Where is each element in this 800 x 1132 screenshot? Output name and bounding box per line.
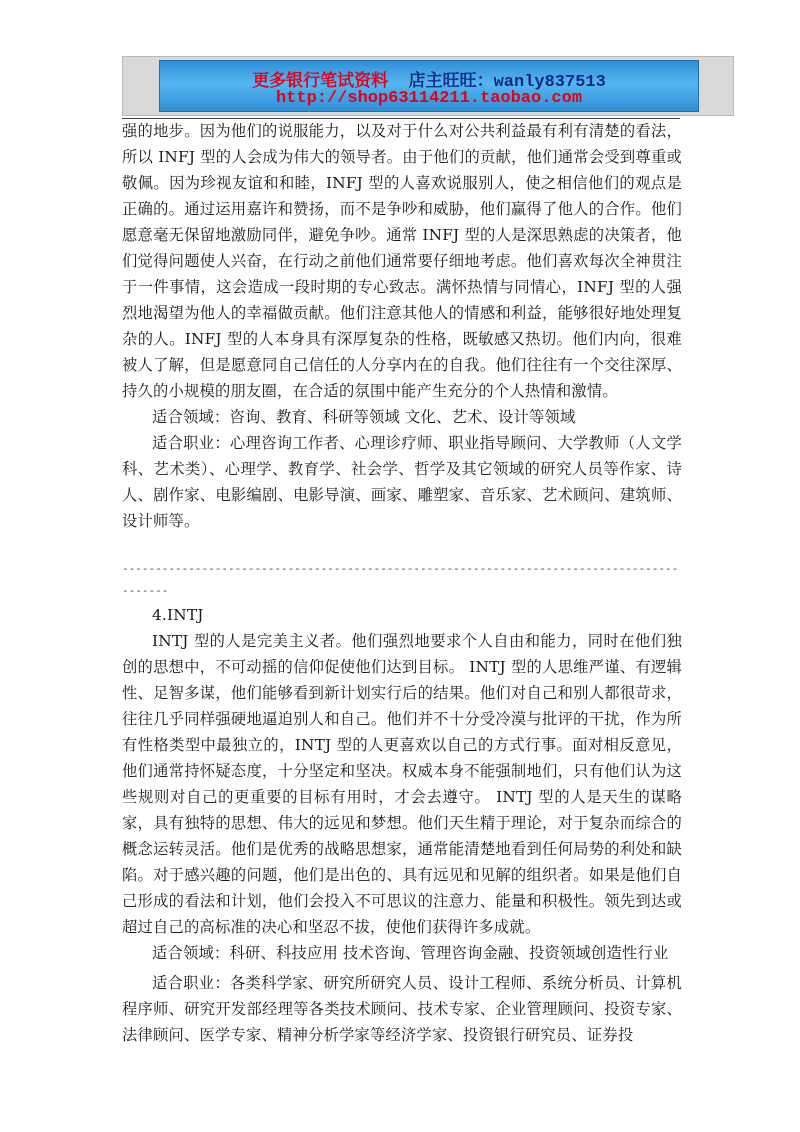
ad-banner [122, 56, 734, 116]
document-body [122, 118, 682, 1048]
ad-banner-title: 更多银行笔试资料 [252, 73, 389, 92]
ad-banner-panel [159, 60, 699, 112]
intj-suitable-fields: 适合领域：科研、科技应用 技术咨询、管理咨询金融、投资领域创造性行业 [152, 944, 669, 962]
ad-banner-title-line [160, 66, 698, 92]
infj-suitable-fields: 适合领域：咨询、教育、科研等领域 文化、艺术、设计等领域 [152, 408, 576, 426]
ad-banner-url[interactable]: http://shop63114211.taobao.com [275, 89, 583, 108]
section-separator: ------------------------------------------------------------------------------------------- [122, 562, 679, 597]
infj-suitable-careers: 适合职业：心理咨询工作者、心理诊疗师、职业指导顾问、大学教师（人文学科、艺术类）、心理学、教育学、社会学、哲学及其它领域的研究人员等作家、诗人、剧作家、电影编剧、电影导演、画家、雕塑家、音乐家、艺术顾问、建筑师、设计师等。 [122, 434, 682, 530]
ad-banner-shop-label: 店主旺旺：wanly837513 [408, 73, 606, 92]
intj-suitable-careers: 适合职业：各类科学家、研究所研究人员、设计工程师、系统分析员、计算机程序师、研究开发部经理等各类技术顾问、技术专家、企业管理顾问、投资专家、法律顾问、医学专家、精神分析学家等经济学家、投资银行研究员、证券投 [122, 974, 682, 1044]
intj-description-paragraph: INTJ 型的人是完美主义者。他们强烈地要求个人自由和能力，同时在他们独创的思想中，不可动摇的信仰促使他们达到目标。 INTJ 型的人思维严谨、有逻辑性、足智多谋，他们能够看到新计划实行后的结果。他们对自己和别人都很苛求，往往几乎同样强硬地逼迫别人和自己。他们并不十分受冷漠与批评的干扰，作为所有性格类型中最独立的，INTJ 型的人更喜欢以自己的方式行事。面对相反意见，他们通常持怀疑态度，十分坚定和坚决。权威本身不能强制地们，只有他们认为这些规则对自己的更重要的目标有用时，才会去遵守。 INTJ 型的人是天生的谋略家，具有独特的思想、伟大的远见和梦想。他们天生精于理论，对于复杂而综合的概念运转灵活。他们是优秀的战略思想家，通常能清楚地看到任何局势的利处和缺陷。对于感兴趣的问题，他们是出色的、具有远见和见解的组织者。如果是他们自己形成的看法和计划，他们会投入不可思议的注意力、能量和积极性。领先到达或超过自己的高标准的决心和坚忍不拔，使他们获得许多成就。 [122, 632, 682, 936]
intj-heading: 4.INTJ [152, 606, 204, 624]
infj-description-paragraph: 强的地步。因为他们的说服能力，以及对于什么对公共利益最有利有清楚的看法，所以 INFJ 型的人会成为伟大的领导者。由于他们的贡献，他们通常会受到尊重或敬佩。因为珍视友谊和和睦，INFJ 型的人喜欢说服别人，使之相信他们的观点是正确的。通过运用嘉许和赞扬，而不是争吵和威胁，他们赢得了他人的合作。他们愿意毫无保留地激励同伴，避免争吵。通常 INFJ 型的人是深思熟虑的决策者，他们觉得问题使人兴奋，在行动之前他们通常要仔细地考虑。他们喜欢每次全神贯注于一件事情，这会造成一段时期的专心致志。满怀热情与同情心，INFJ 型的人强烈地渴望为他人的幸福做贡献。他们注意其他人的情感和利益，能够很好地处理复杂的人。INFJ 型的人本身具有深厚复杂的性格，既敏感又热切。他们内向，很难被人了解，但是愿意同自己信任的人分享内在的自我。他们往往有一个交往深厚、持久的小规模的朋友圈，在合适的氛围中能产生充分的个人热情和激情。 [122, 122, 682, 400]
